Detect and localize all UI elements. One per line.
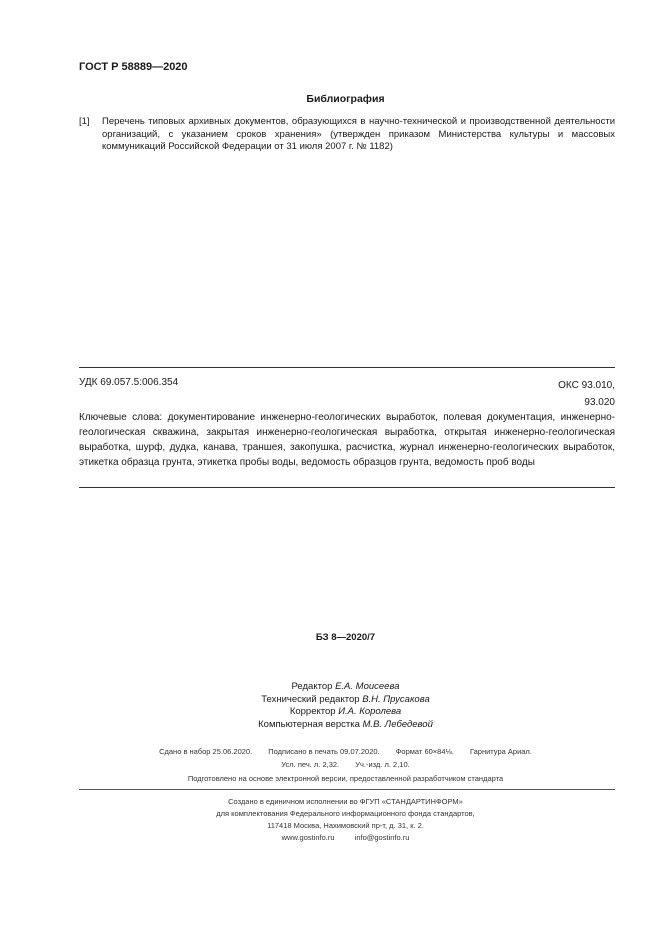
- created-line3: 117418 Москва, Нахимовский пр-т, д. 31, к. 2.: [267, 821, 424, 830]
- credit-corrector: [30, 706, 661, 719]
- prepared-note: Подготовлено на основе электронной версии, предоставленной разработчиком стандарта: [187, 774, 504, 783]
- created-contacts: [30, 832, 661, 844]
- created-line1: Создано в единичном исполнении во ФГУП «СТАНДАРТИНФОРМ»: [228, 797, 463, 806]
- publisher-sheets: Уч.-изд. л. 2,10.: [355, 760, 410, 769]
- oks-code-line2: 93.020: [584, 397, 615, 408]
- credit-role: Компьютерная верстка: [258, 718, 360, 730]
- print-info-line1: [30, 745, 661, 758]
- credit-name: М.В. Лебедевой: [362, 718, 433, 730]
- print-font: Гарнитура Ариал.: [469, 747, 532, 756]
- signed-date: Подписано в печать 09.07.2020.: [268, 747, 380, 756]
- divider-footer: [79, 789, 615, 790]
- bz-code: БЗ 8—2020/7: [315, 632, 376, 643]
- bibliography-title: Библиография: [306, 93, 385, 105]
- created-line2: для комплектования Федерального информационного фонда стандартов,: [216, 809, 475, 818]
- credit-layout: [30, 719, 661, 732]
- oks-code-line1: ОКС 93.010,: [558, 380, 615, 391]
- typeset-date: Сдано в набор 25.06.2020.: [159, 747, 253, 756]
- document-code: ГОСТ Р 58889—2020: [79, 61, 188, 73]
- print-info-line2: [30, 758, 661, 771]
- credit-name: В.Н. Прусакова: [362, 693, 430, 705]
- credits-block: [0, 681, 661, 731]
- divider-bottom: [79, 487, 615, 488]
- printed-sheets: Усл. печ. л. 2,32.: [281, 760, 340, 769]
- created-block: [0, 796, 661, 844]
- credit-tech-editor: [30, 694, 661, 707]
- credit-role: Редактор: [291, 681, 333, 692]
- email-link[interactable]: info@gostinfo.ru: [354, 833, 410, 842]
- print-info: [0, 745, 661, 771]
- divider-top: [79, 367, 615, 368]
- bibliography-item-number: [1]: [79, 116, 90, 127]
- keywords-paragraph: Ключевые слова: документирование инженерно-геологических выработок, полевая документация, инженерно-геологическая скважина, закрытая инженерно-геологическая выработка, открытая инженерно-геологическая выработка, шурф, дудка, канава, траншея, закопушка, расчистка, журнал инженерно-геологических выработок, этикетка образца грунта, этикетка пробы воды, ведомость образцов грунта, ведомость проб воды: [79, 412, 615, 468]
- credit-role: Технический редактор: [261, 693, 360, 705]
- credit-editor: [30, 681, 661, 694]
- udc-code: УДК 69.057.5:006.354: [79, 377, 179, 388]
- oks-codes: [500, 377, 615, 411]
- credit-name: И.А. Королева: [338, 706, 402, 717]
- credit-name: Е.А. Моисеева: [335, 681, 400, 692]
- credit-role: Корректор: [289, 706, 336, 717]
- print-format: Формат 60×84⅛.: [395, 747, 454, 756]
- website-link[interactable]: www.gostinfo.ru: [281, 833, 335, 842]
- bibliography-item-text: Перечень типовых архивных документов, образующихся в научно-технической и производственной деятельности организаций, с указанием сроков хранения» (утвержден приказом Министерства культуры и массовых коммуникаций Российской Федерации от 31 июля 2007 г. № 1182): [102, 116, 615, 152]
